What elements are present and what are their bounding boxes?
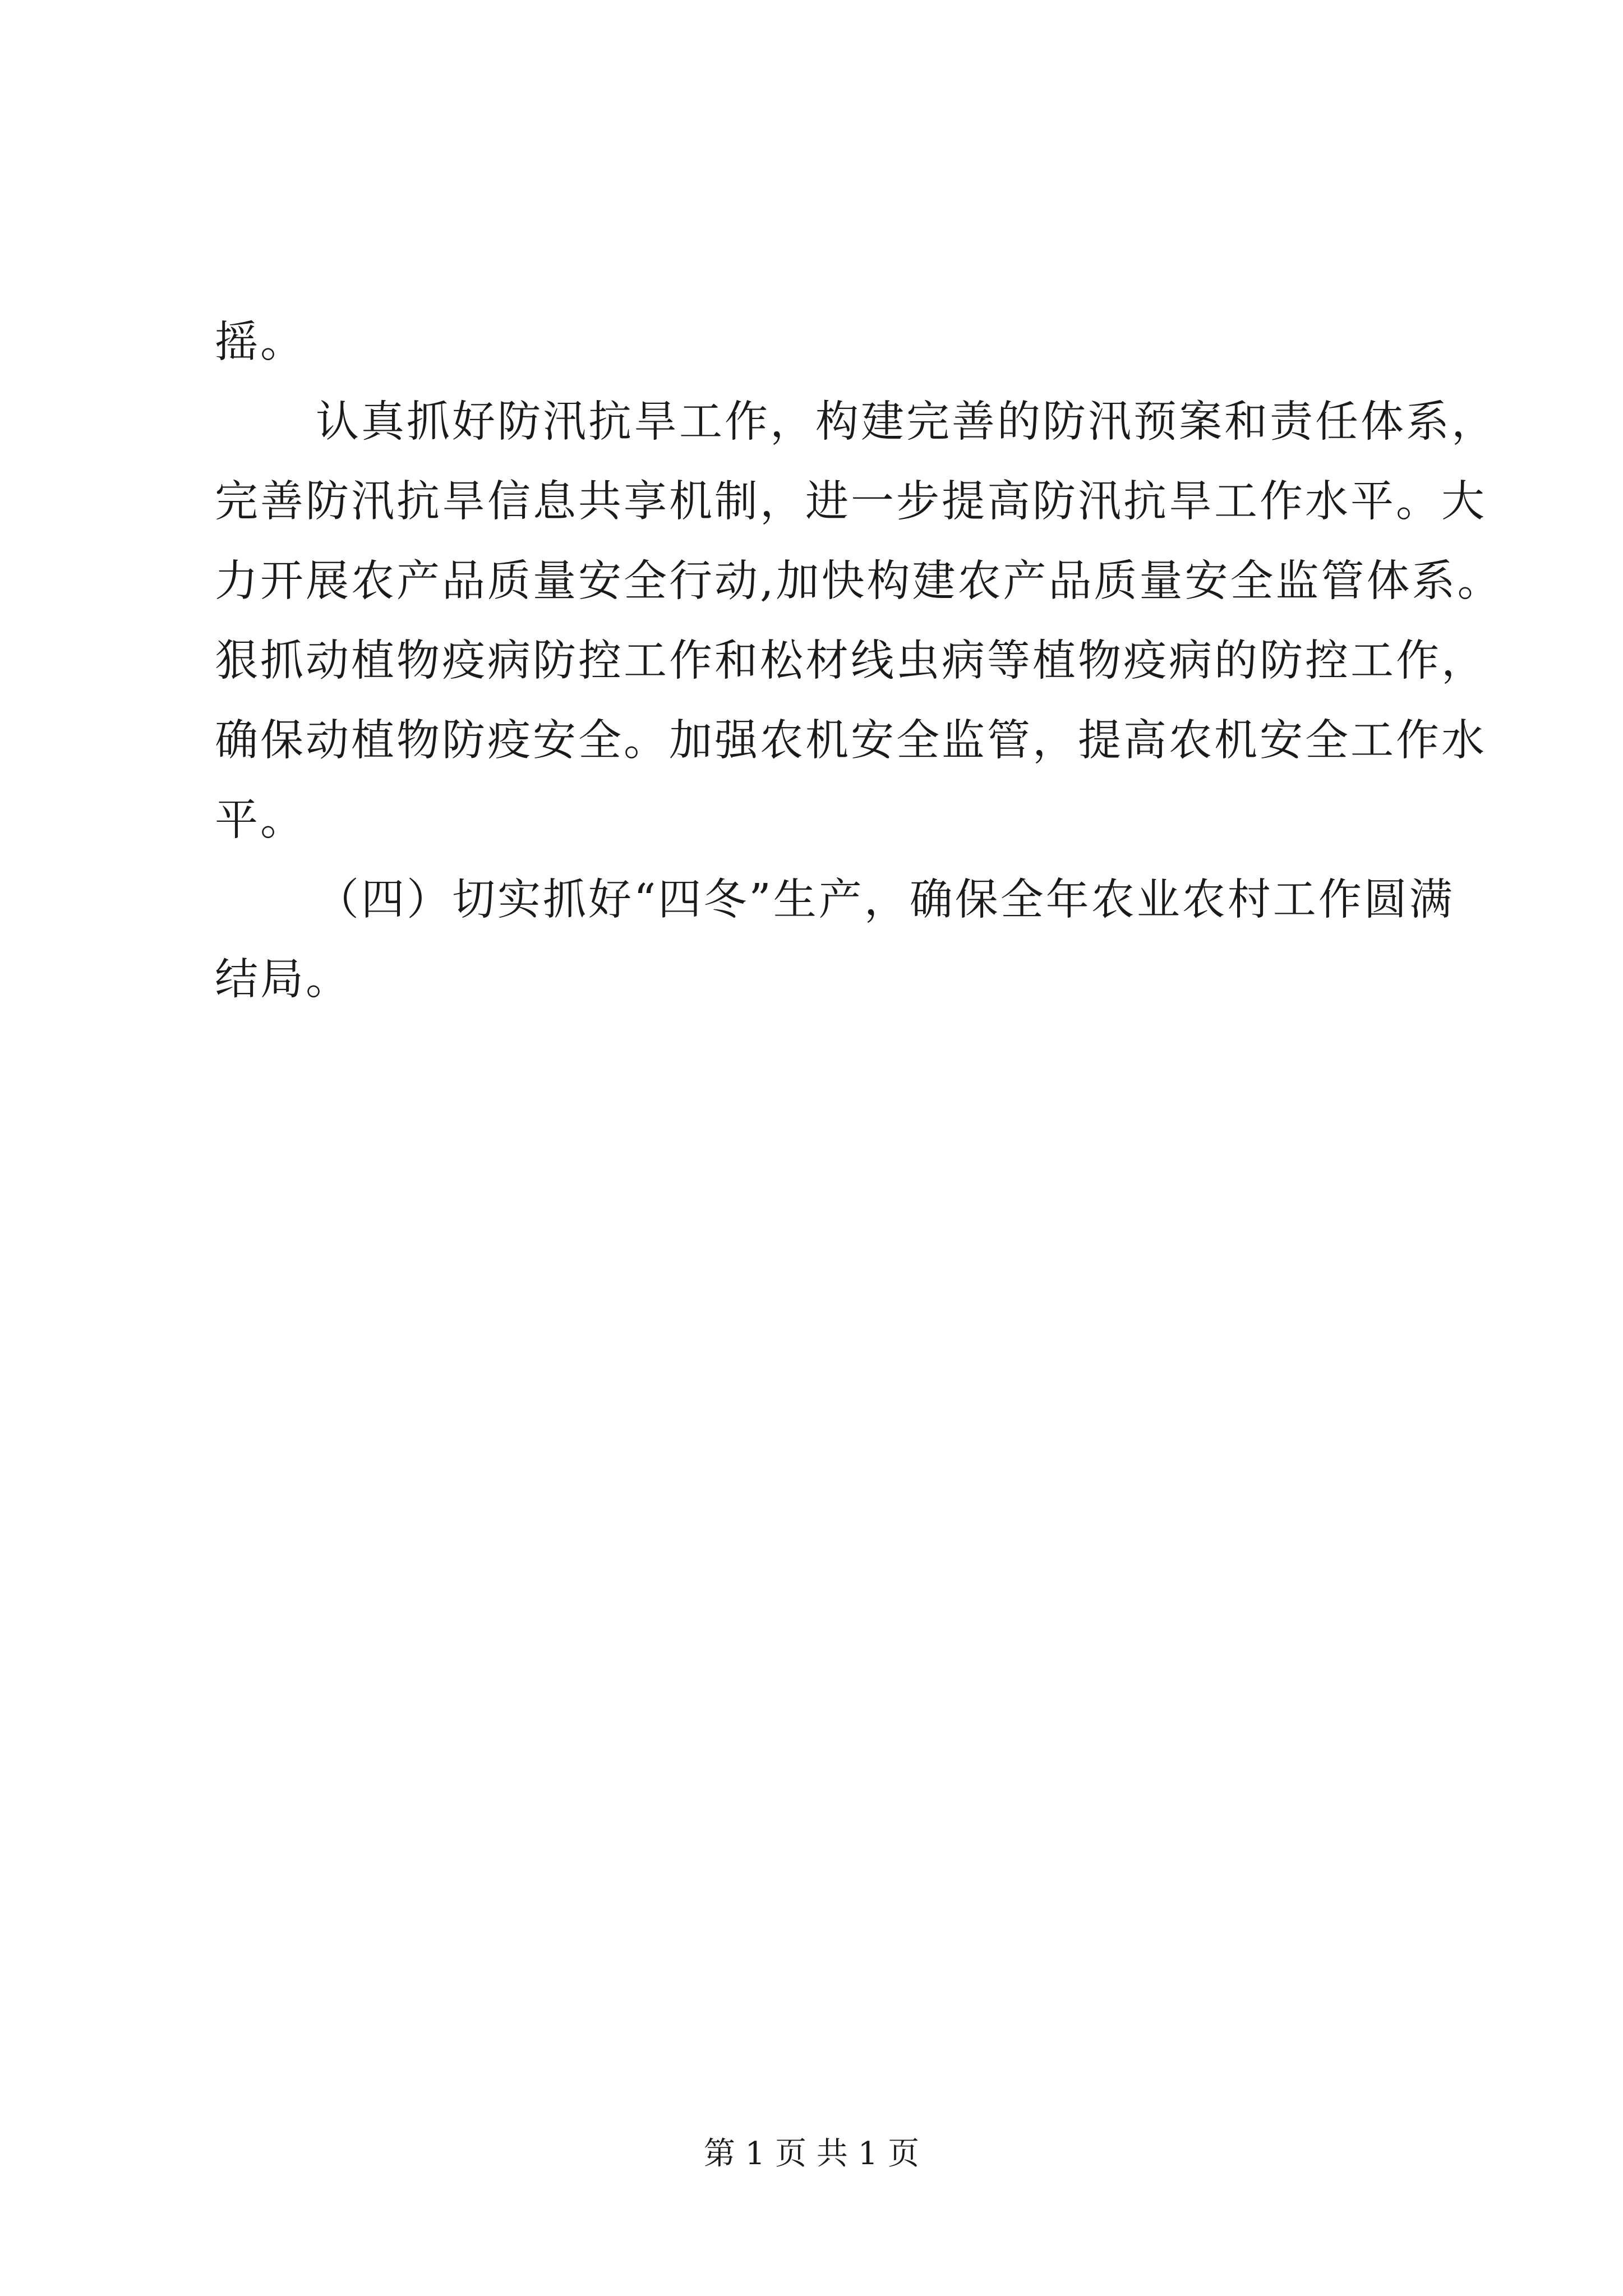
document-body (215, 303, 1503, 1020)
paragraph-line: 平。 (215, 795, 306, 845)
section-heading-line: （四）切实抓好“四冬”生产，确保全年农业农村工作圆满 (316, 875, 1455, 925)
paragraph-line: 确保动植物防疫安全。加强农机安全监管，提高农机安全工作水 (215, 716, 1487, 766)
paragraph-line: 摇。 (215, 318, 306, 367)
paragraph-line: 认真抓好防汛抗旱工作，构建完善的防汛预案和责任体系， (316, 397, 1497, 447)
paragraph-line: 完善防汛抗旱信息共享机制，进一步提高防汛抗旱工作水平。大 (215, 477, 1487, 527)
section-heading-line: 结局。 (215, 955, 351, 1005)
page-number-footer: 第 1 页 共 1 页 (703, 2136, 920, 2172)
paragraph-line: 狠抓动植物疫病防控工作和松材线虫病等植物疫病的防控工作， (215, 636, 1487, 686)
paragraph-line: 力开展农产品质量安全行动,加快构建农产品质量安全监管体系。 (215, 556, 1503, 606)
